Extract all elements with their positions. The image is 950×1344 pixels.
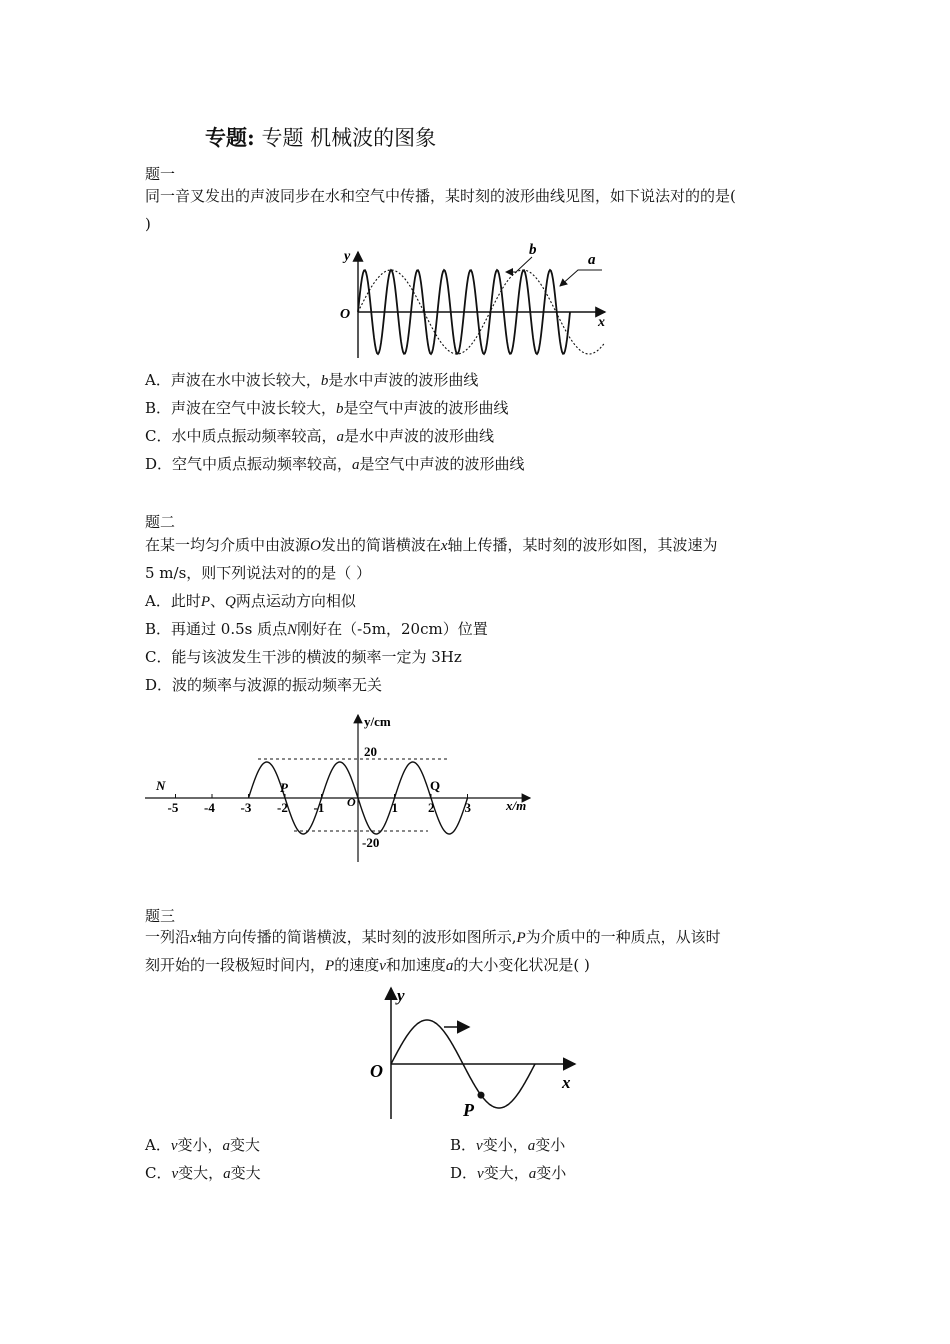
q1-heading: 题一: [145, 165, 176, 183]
q2-n-label: N: [156, 778, 166, 793]
q1-option-b: B．声波在空气中波长较大，b是空气中声波的波形曲线: [145, 399, 509, 417]
q2-wave-figure: [140, 710, 540, 865]
q1-x-label: x: [598, 315, 605, 330]
q1-option-c: C．水中质点振动频率较高，a是水中声波的波形曲线: [145, 427, 494, 445]
q3-p-label: P: [463, 1100, 474, 1120]
title-text: 专题 机械波的图象: [261, 126, 437, 150]
q1-option-d: D．空气中质点振动频率较高，a是空气中声波的波形曲线: [145, 455, 525, 473]
q2-x-tick-label: 1: [391, 800, 398, 815]
q2-y-tick-20: 20: [364, 744, 377, 759]
q2-x-tick-label: -1: [313, 800, 325, 815]
q2-p-label: P: [280, 780, 288, 795]
q2-stem-line1: 在某一均匀介质中由波源O发出的简谐横波在x轴上传播，某时刻的波形如图，其波速为: [145, 536, 718, 554]
q2-option-c: C．能与该波发生干涉的横波的频率一定为 3Hz: [145, 648, 462, 666]
q1-label-b: b: [529, 242, 537, 258]
q3-wave-figure: [360, 982, 590, 1122]
q2-y-label: y/cm: [364, 714, 391, 729]
q3-option-b: B．v变小，a变小: [450, 1136, 566, 1154]
q3-option-d: D．v变大，a变小: [450, 1164, 567, 1182]
q2-x-label: x/m: [506, 798, 527, 813]
q3-origin-label: O: [370, 1061, 383, 1081]
q2-option-d: D．波的频率与波源的振动频率无关: [145, 676, 383, 694]
q1-stem-line2: ): [145, 215, 151, 233]
page-title: [205, 122, 436, 152]
q2-y-tick-neg20: -20: [362, 835, 380, 850]
q3-stem-line1: 一列沿x轴方向传播的简谐横波，某时刻的波形如图所示,P为介质中的一种质点，从该时: [145, 928, 721, 946]
title-label: 专题:: [205, 125, 255, 150]
q2-x-tick-label: -5: [167, 800, 179, 815]
q1-label-a-leader: [560, 270, 602, 286]
q2-q-label: Q: [430, 778, 441, 793]
q1-option-a: A．声波在水中波长较大，b是水中声波的波形曲线: [145, 371, 479, 389]
q3-y-label: y: [397, 986, 405, 1005]
q1-label-a: a: [588, 252, 596, 268]
q3-stem-line2: 刻开始的一段极短时间内，P的速度v和加速度a的大小变化状况是( ): [145, 956, 590, 974]
q2-heading: 题二: [145, 513, 176, 531]
q2-stem-line2: 5 m/s，则下列说法对的的是（ ）: [145, 564, 372, 582]
q2-x-tick-label: 3: [464, 800, 471, 815]
q2-x-tick-label: 2: [428, 800, 435, 815]
q1-origin-label: O: [340, 307, 351, 322]
q2-option-b: B．再通过 0.5s 质点N刚好在（-5m，20cm）位置: [145, 620, 488, 638]
q2-x-tick-label: -4: [204, 800, 215, 815]
q2-option-a: A．此时P、Q两点运动方向相似: [145, 592, 356, 610]
q1-y-label: y: [344, 249, 351, 264]
q3-option-a: A．v变小，a变大: [145, 1136, 261, 1154]
q3-heading: 题三: [145, 907, 176, 925]
q2-origin-label: O: [347, 795, 356, 809]
q1-wave-figure: [330, 240, 620, 365]
q3-x-label: x: [562, 1073, 571, 1092]
q1-label-b-leader: [506, 257, 532, 272]
q2-x-tick-label: -2: [277, 800, 288, 815]
q3-point-p: [478, 1092, 485, 1099]
q1-stem-line1: 同一音叉发出的声波同步在水和空气中传播，某时刻的波形曲线见图，如下说法对的的是(: [145, 187, 736, 205]
q2-x-tick-label: -3: [240, 800, 252, 815]
q3-option-c: C．v变大，a变大: [145, 1164, 261, 1182]
